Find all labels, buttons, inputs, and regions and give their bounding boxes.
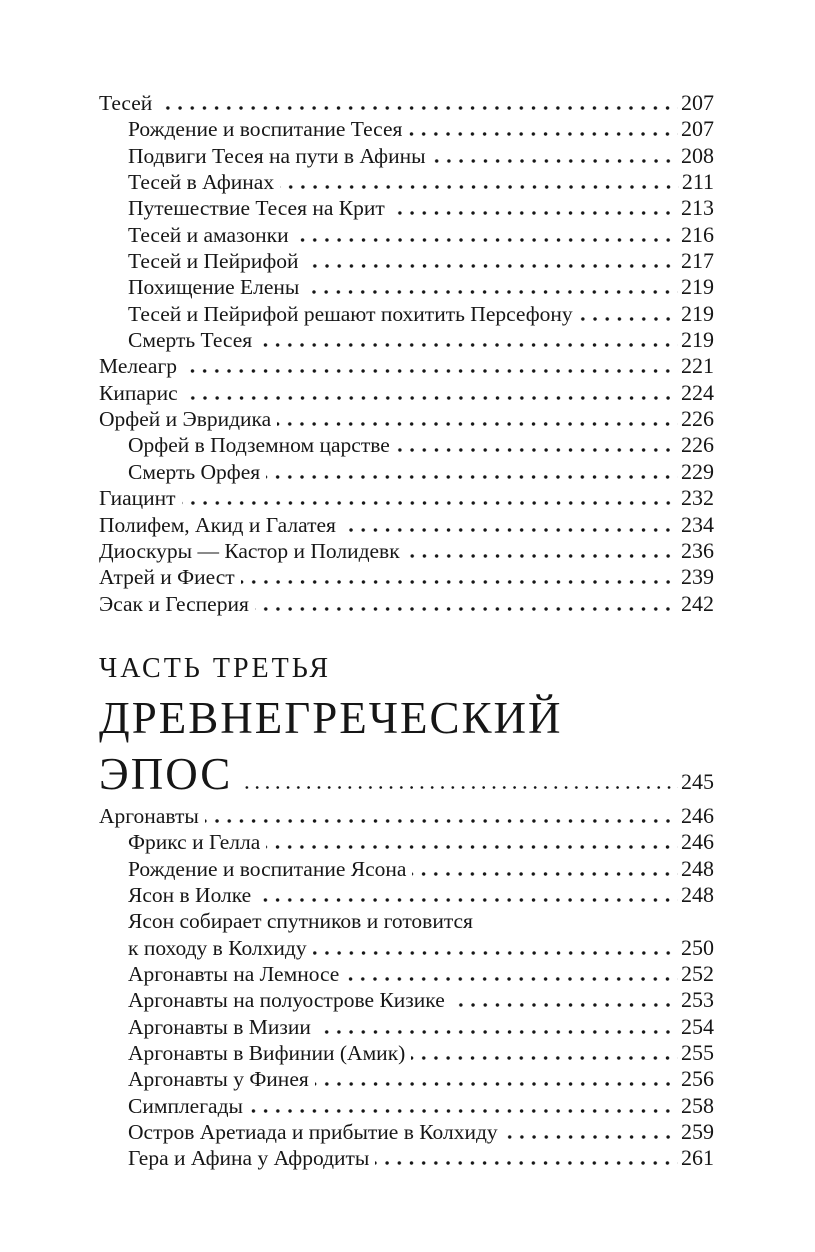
dot-leader <box>391 211 678 215</box>
toc-entry-page-number: 232 <box>681 485 714 511</box>
dot-leader <box>277 422 678 426</box>
toc-entry <box>99 143 714 169</box>
toc-entry-label: Тесей в Афинах <box>128 170 275 195</box>
toc-entry-page-number: 253 <box>681 987 714 1013</box>
dot-leader <box>238 786 678 789</box>
section-kicker: ЧАСТЬ ТРЕТЬЯ <box>99 652 332 684</box>
toc-entry-label: Смерть Тесея <box>128 328 253 353</box>
toc-entry-label: Остров Аретиада и прибытие в Колхиду <box>128 1120 498 1144</box>
toc-entry-label: к походу в Колхиду <box>128 935 307 960</box>
toc-entry <box>99 222 714 248</box>
toc-entry-page-number: 219 <box>681 327 714 353</box>
toc-entry-page-number: 255 <box>681 1039 714 1065</box>
toc-entry <box>99 1014 714 1040</box>
toc-entry <box>99 829 714 855</box>
toc-entry-page-number: 246 <box>681 829 714 855</box>
toc-entry-page-number: 219 <box>681 274 714 300</box>
toc-entry-label: Аргонавты <box>99 803 199 828</box>
toc-entry <box>99 1145 714 1171</box>
toc-entry-label: Рождение и воспитание Тесея <box>128 117 403 142</box>
dot-leader <box>504 1135 678 1139</box>
toc-entry-page-number: 246 <box>681 802 714 828</box>
toc-entry-page-number: 239 <box>681 564 714 590</box>
toc-entry <box>99 301 714 327</box>
toc-entry-page-number: 254 <box>681 1013 714 1039</box>
toc-entry <box>99 591 714 617</box>
toc-entry-page-number: 219 <box>681 300 714 326</box>
toc-entry <box>99 274 714 300</box>
dot-leader <box>184 396 678 400</box>
toc-entry-page-number: 256 <box>681 1066 714 1092</box>
toc-entry <box>99 353 714 379</box>
toc-entry-page-number: 250 <box>681 934 714 960</box>
dot-leader <box>205 819 678 823</box>
section-heading <box>99 654 714 797</box>
toc-entry <box>99 538 714 564</box>
toc-entry-page-number: 213 <box>681 195 714 221</box>
section-title-line1: ДРЕВНЕГРЕЧЕСКИЙ <box>99 692 563 743</box>
toc-entry-page-number: 208 <box>681 142 714 168</box>
dot-leader <box>432 159 678 163</box>
toc-entry-label: Ясон в Иолке <box>128 882 252 907</box>
toc-list-top <box>99 90 714 617</box>
toc-entry-label: Аргонавты в Мизии <box>128 1014 311 1039</box>
toc-entry-label: Полифем, Акид и Галатея <box>99 512 336 537</box>
dot-leader <box>315 1082 678 1086</box>
section-title-line2: ЭПОС <box>99 748 233 799</box>
toc-entry-page-number: 261 <box>681 1145 714 1171</box>
toc-entry-page-number: 252 <box>681 960 714 986</box>
toc-entry <box>99 961 714 987</box>
toc-entry-page-number: 211 <box>681 169 714 195</box>
toc-entry <box>99 406 714 432</box>
toc-entry-label: Кипарис <box>99 380 178 405</box>
toc-entry-page-number: 217 <box>681 248 714 274</box>
dot-leader <box>266 475 678 479</box>
dot-leader <box>257 898 678 902</box>
toc-entry-page-number: 248 <box>681 881 714 907</box>
toc-entry-page-number: 207 <box>681 90 714 115</box>
dot-leader <box>266 845 678 849</box>
toc-entry <box>99 856 714 882</box>
toc-entry-label: Аргонавты на полуострове Кизике <box>128 988 445 1013</box>
toc-entry-page-number: 224 <box>681 379 714 405</box>
dot-leader <box>579 317 678 321</box>
dot-leader <box>345 977 678 981</box>
dot-leader <box>241 580 678 584</box>
dot-leader <box>183 369 678 373</box>
toc-entry-page-number: 207 <box>681 116 714 142</box>
dot-leader <box>280 185 679 189</box>
toc-entry-label: Аргонавты у Финея <box>128 1067 309 1092</box>
dot-leader <box>158 106 678 110</box>
toc-entry <box>99 1066 714 1092</box>
toc-entry <box>99 327 714 353</box>
toc-entry-label: Тесей <box>99 91 153 115</box>
toc-entry <box>99 935 714 961</box>
toc-entry <box>99 564 714 590</box>
dot-leader <box>258 343 678 347</box>
toc-entry-label: Симплегады <box>128 1093 243 1118</box>
dot-leader <box>249 1109 678 1113</box>
toc-entry-page-number: 226 <box>681 406 714 432</box>
dot-leader <box>317 1030 678 1034</box>
toc-entry <box>99 90 714 116</box>
toc-entry <box>99 1040 714 1066</box>
toc-entry-label: Тесей и амазонки <box>128 222 289 247</box>
toc-entry <box>99 512 714 538</box>
toc-entry <box>99 987 714 1013</box>
toc-entry-page-number: 221 <box>681 353 714 379</box>
dot-leader <box>408 132 678 136</box>
dot-leader <box>412 872 678 876</box>
toc-entry-page-number: 258 <box>681 1092 714 1118</box>
toc-entry-page-number: 226 <box>681 432 714 458</box>
toc-entry <box>99 1093 714 1119</box>
dot-leader <box>342 528 678 532</box>
toc-entry-label: Рождение и воспитание Ясона <box>128 856 407 881</box>
toc-entry <box>99 116 714 142</box>
toc-entry <box>99 882 714 908</box>
toc-entry <box>99 459 714 485</box>
toc-entry <box>99 1119 714 1145</box>
toc-entry-label: Орфей в Подземном царстве <box>128 433 390 458</box>
toc-entry-page-number: 236 <box>681 537 714 563</box>
toc-entry <box>99 485 714 511</box>
toc-entry <box>99 908 714 934</box>
toc-entry-label: Подвиги Тесея на пути в Афины <box>128 143 426 168</box>
toc-entry <box>99 248 714 274</box>
toc-entry-page-number: 259 <box>681 1119 714 1144</box>
dot-leader <box>295 238 678 242</box>
dot-leader <box>313 951 678 955</box>
dot-leader <box>305 290 678 294</box>
toc-entry-label: Ясон собирает спутников и готовится <box>128 909 473 934</box>
toc-entry-label: Аргонавты на Лемносе <box>128 961 340 986</box>
toc-entry-label: Смерть Орфея <box>128 459 261 484</box>
toc-entry-label: Атрей и Фиест <box>99 565 235 590</box>
dot-leader <box>411 1056 678 1060</box>
toc-entry-label: Орфей и Эвридика <box>99 407 272 432</box>
dot-leader <box>406 554 678 558</box>
toc-entry-label: Гиацинт <box>99 486 176 511</box>
toc-entry-label: Аргонавты в Вифинии (Амик) <box>128 1040 406 1065</box>
toc-entry-label: Диоскуры — Кастор и Полидевк <box>99 538 400 563</box>
toc-entry-page-number: 242 <box>681 590 714 616</box>
toc-entry <box>99 432 714 458</box>
dot-leader <box>305 264 678 268</box>
toc-entry-label: Тесей и Пейрифой решают похитить Персефону <box>128 301 573 326</box>
toc-entry <box>99 195 714 221</box>
toc-entry-page-number: 229 <box>681 458 714 484</box>
toc-entry-label: Путешествие Тесея на Крит <box>128 196 385 221</box>
toc-entry-page-number: 234 <box>681 511 714 537</box>
dot-leader <box>182 501 678 505</box>
toc-list-bottom <box>99 803 714 1172</box>
toc-entry <box>99 803 714 829</box>
toc-entry-label: Фрикс и Гелла <box>128 830 261 855</box>
table-of-contents <box>99 90 714 1172</box>
dot-leader <box>451 1003 678 1007</box>
toc-entry-label: Тесей и Пейрифой <box>128 249 299 274</box>
toc-entry-page-number: 216 <box>681 221 714 247</box>
toc-entry-label: Гера и Афина у Афродиты <box>128 1146 370 1171</box>
toc-entry <box>99 380 714 406</box>
toc-entry-label: Похищение Елены <box>128 275 300 300</box>
section-page-number: 245 <box>681 768 714 794</box>
dot-leader <box>255 607 678 611</box>
toc-entry-page-number: 248 <box>681 855 714 881</box>
dot-leader <box>375 1161 678 1165</box>
dot-leader <box>396 448 678 452</box>
section-title-row <box>99 748 714 799</box>
toc-entry-label: Эсак и Гесперия <box>99 591 249 616</box>
toc-entry <box>99 169 714 195</box>
toc-entry-label: Мелеагр <box>99 354 178 379</box>
